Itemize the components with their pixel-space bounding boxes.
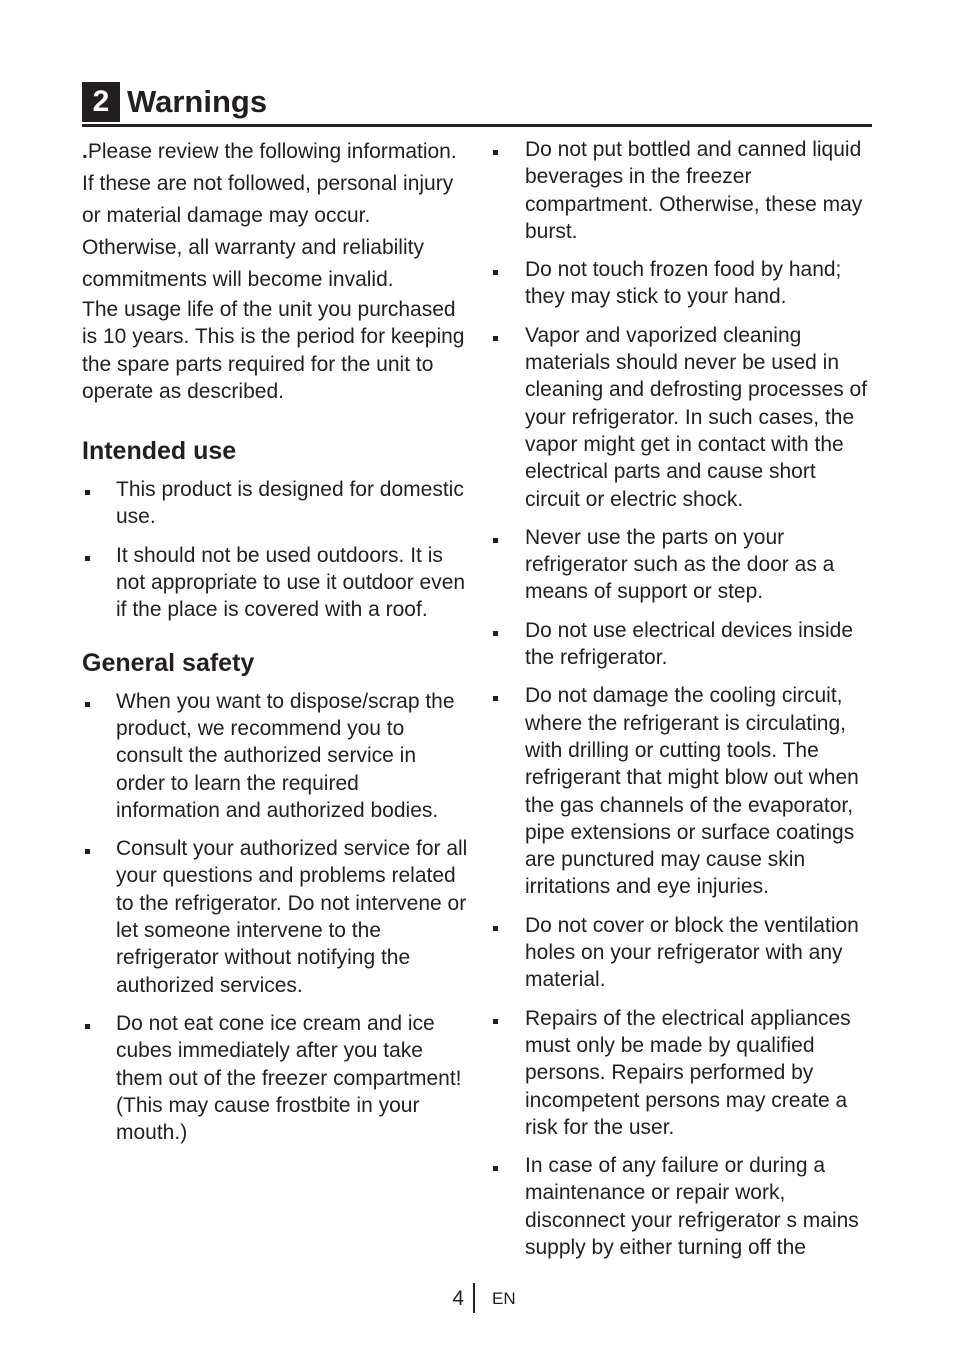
bullet-icon <box>493 631 498 636</box>
bullet-icon <box>493 926 498 931</box>
list-item-text: It should not be used outdoors. It is not appropriate to use it outdoor even if the place is covered with a roof. <box>116 543 466 622</box>
list-item-text: This product is designed for domestic use. <box>116 478 464 529</box>
list-item <box>490 524 874 606</box>
list-item-text: Do not eat cone ice cream and ice cubes immediately after you take them out of the freezer compartment! (This may cause frostbite in your mouth.) <box>116 1011 462 1145</box>
list-item-text: Do not cover or block the ventilation holes on your refrigerator with any material. <box>525 913 859 992</box>
list-item <box>82 688 468 824</box>
footer-divider <box>473 1283 475 1313</box>
list-item <box>82 476 468 531</box>
bullet-icon <box>85 1024 90 1029</box>
bullet-icon <box>493 1166 498 1171</box>
list-item-text: Do not put bottled and canned liquid beverages in the freezer compartment. Otherwise, these may burst. <box>525 138 863 243</box>
bullet-icon <box>493 696 498 701</box>
page-number: 4 <box>452 1287 464 1310</box>
list-item <box>82 1010 468 1146</box>
bullet-icon <box>493 336 498 341</box>
general-safety-heading: General safety <box>82 648 255 677</box>
list-item-text: Repairs of the electrical appliances must only be made by qualified persons. Repairs performed by incompetent persons may create a risk for the user. <box>525 1006 851 1139</box>
chapter-title: Warnings <box>127 84 268 119</box>
list-item-text: Do not damage the cooling circuit, where the refrigerant is circulating, with drilling or cutting tools. The refrigerant that might blow out when the gas channels of the evaporator, pipe extensions or surface coatings are punctured may cause skin irritations and eye injuries. <box>525 684 859 899</box>
bullet-icon <box>493 150 498 155</box>
list-item-text: In case of any failure or during a maintenance or repair work, disconnect your refrigerator s mains supply by either turning off the <box>525 1154 859 1259</box>
list-item-text: Vapor and vaporized cleaning materials should never be used in cleaning and defrosting processes of your refrigerator. In such cases, the vapor might get in contact with the electrical parts and cause short circuit or electric shock. <box>525 323 868 511</box>
bullet-icon <box>493 1019 498 1024</box>
bullet-icon <box>85 490 90 495</box>
right-column <box>490 136 874 1272</box>
list-item <box>490 1005 874 1141</box>
list-item <box>490 322 874 513</box>
intro-text: Please review the following information. If these are not followed, personal injury or material damage may occur. Otherwise, all warranty and reliability commitments will become invalid. <box>82 140 457 291</box>
bullet-icon <box>85 556 90 561</box>
list-item-text: When you want to dispose/scrap the product, we recommend you to consult the authorized service in order to learn the required information and authorized bodies. <box>116 689 455 822</box>
bullet-icon <box>85 702 90 707</box>
general-safety-list-left <box>82 688 468 1147</box>
list-item-text: Do not touch frozen food by hand; they may stick to your hand. <box>525 258 842 309</box>
intro-paragraph <box>82 136 468 296</box>
left-column <box>82 136 468 1157</box>
list-item-text: Never use the parts on your refrigerator such as the door as a means of support or step. <box>525 525 835 604</box>
intended-use-list <box>82 476 468 623</box>
list-item-text: Do not use electrical devices inside the refrigerator. <box>525 618 854 670</box>
bullet-icon <box>85 849 90 854</box>
list-item <box>490 1152 874 1261</box>
list-item <box>82 835 468 999</box>
list-item <box>490 136 874 245</box>
list-item-text: Consult your authorized service for all your questions and problems related to the refrigerator. Do not intervene or let someone intervene to the refrigerator without notifying the authorized services. <box>116 837 468 997</box>
intro-lead-bullet: . <box>82 140 88 163</box>
list-item <box>490 256 874 311</box>
chapter-header <box>82 82 872 127</box>
bullet-icon <box>493 538 498 543</box>
list-item <box>490 617 874 672</box>
intended-use-heading: Intended use <box>82 437 237 466</box>
language-code: EN <box>492 1289 516 1308</box>
list-item <box>490 912 874 994</box>
chapter-number: 2 <box>82 82 120 122</box>
general-safety-list-right <box>490 136 874 1261</box>
list-item <box>490 682 874 900</box>
list-item <box>82 542 468 624</box>
usage-life-paragraph: The usage life of the unit you purchased is 10 years. This is the period for keeping the spare parts required for the unit to operate as described. <box>82 298 465 403</box>
bullet-icon <box>493 270 498 275</box>
